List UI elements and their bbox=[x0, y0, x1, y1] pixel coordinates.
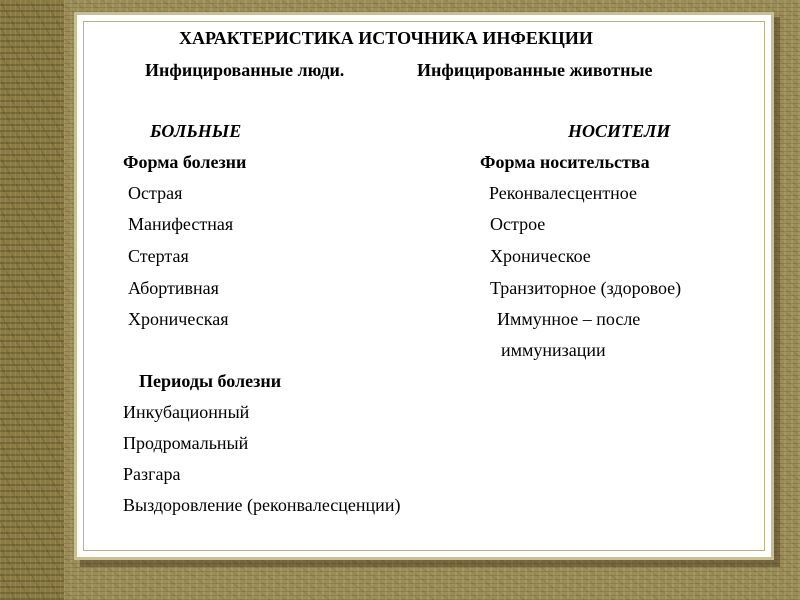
left-list-item: Манифестная bbox=[128, 214, 234, 234]
decorative-left-strip bbox=[0, 0, 64, 600]
right-list-item: Иммунное – после bbox=[497, 309, 641, 329]
left-list-item: Хроническая bbox=[128, 309, 229, 329]
right-heading: НОСИТЕЛИ bbox=[568, 121, 671, 141]
right-list-item: иммунизации bbox=[501, 340, 606, 360]
subtitle-animals: Инфицированные животные bbox=[417, 60, 653, 80]
period-item: Продромальный bbox=[123, 433, 249, 453]
subtitle-people: Инфицированные люди. bbox=[145, 60, 345, 80]
left-list-item: Абортивная bbox=[128, 278, 219, 298]
right-subheading: Форма носительства bbox=[480, 152, 650, 172]
period-item: Разгара bbox=[123, 464, 181, 484]
right-list-item: Транзиторное (здоровое) bbox=[490, 278, 682, 298]
period-item: Выздоровление (реконвалесценции) bbox=[123, 495, 401, 515]
periods-heading: Периоды болезни bbox=[139, 371, 282, 391]
slide-title: ХАРАКТЕРИСТИКА ИСТОЧНИКА ИНФЕКЦИИ bbox=[179, 28, 593, 48]
right-list-item: Хроническое bbox=[490, 246, 591, 266]
right-list-item: Острое bbox=[490, 214, 546, 234]
left-list-item: Стертая bbox=[128, 246, 189, 266]
left-list-item: Острая bbox=[128, 183, 183, 203]
left-heading: БОЛЬНЫЕ bbox=[150, 121, 242, 141]
right-list-item: Реконвалесцентное bbox=[489, 183, 638, 203]
left-subheading: Форма болезни bbox=[123, 152, 247, 172]
period-item: Инкубационный bbox=[123, 402, 250, 422]
